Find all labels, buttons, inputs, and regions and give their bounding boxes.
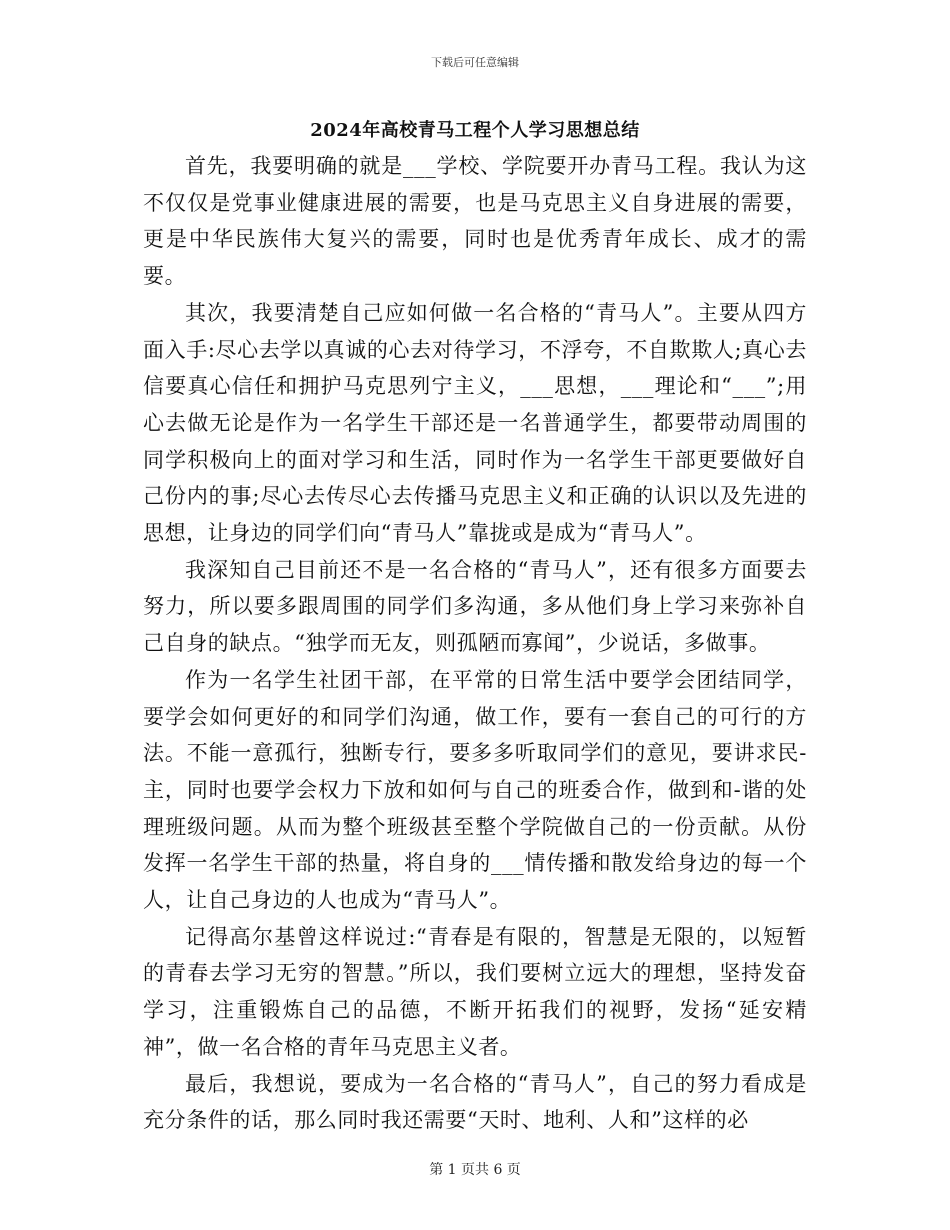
paragraph: 我深知自己目前还不是一名合格的“青马人”，还有很多方面要去努力，所以要多跟周围的同学们多沟通，多从他们身上学习来弥补自己自身的缺点。“独学而无友，则孤陋而寡闻”，少说话，多做事。 [143,557,807,656]
paragraph: 作为一名学生社团干部，在平常的日常生活中要学会团结同学，要学会如何更好的和同学们沟通，做工作，要有一套自己的可行的方法。不能一意孤行，独断专行，要多多听取同学们的意见，要讲求民-主，同时也要学会权力下放和如何与自己的班委合作，做到和-谐的处理班级问题。从而为整个班级甚至整个学院做自己的一份贡献。从份发挥一名学生干部的热量，将自身的___情传播和散发给身边的每一个人，让自己身边的人也成为“青马人”。 [143,667,807,913]
paragraph: 首先，我要明确的就是___学校、学院要开办青马工程。我认为这不仅仅是党事业健康进展的需要，也是马克思主义自身进展的需要，更是中华民族伟大复兴的需要，同时也是优秀青年成长、成才的需要。 [143,154,807,289]
page-header: 下载后可任意编辑 [431,56,519,69]
paragraph: 最后，我想说，要成为一名合格的“青马人”，自己的努力看成是充分条件的话，那么同时我还需要“天时、地利、人和”这样的必 [143,1071,807,1133]
page-number: 第 1 页共 6 页 [429,1162,521,1178]
document-body [143,148,807,1139]
paragraph: 记得高尔基曾这样说过:“青春是有限的，智慧是无限的，以短暂的青春去学习无穷的智慧。”所以，我们要树立远大的理想，坚持发奋学习，注重锻炼自己的品德，不断开拓我们的视野，发扬“延安精神”，做一名合格的青年马克思主义者。 [143,924,807,1059]
paragraph: 其次，我要清楚自己应如何做一名合格的“青马人”。主要从四方面入手:尽心去学以真诚的心去对待学习，不浮夸，不自欺欺人;真心去信要真心信任和拥护马克思列宁主义，___思想，___理论和“___”;用心去做无论是作为一名学生干部还是一名普通学生，都要带动周围的同学积极向上的面对学习和生活，同时作为一名学生干部更要做好自己份内的事;尽心去传尽心去传播马克思主义和正确的认识以及先进的思想，让身边的同学们向“青马人”靠拢或是成为“青马人”。 [143,300,807,546]
document-title: 2024年高校青马工程个人学习思想总结 [310,120,640,141]
